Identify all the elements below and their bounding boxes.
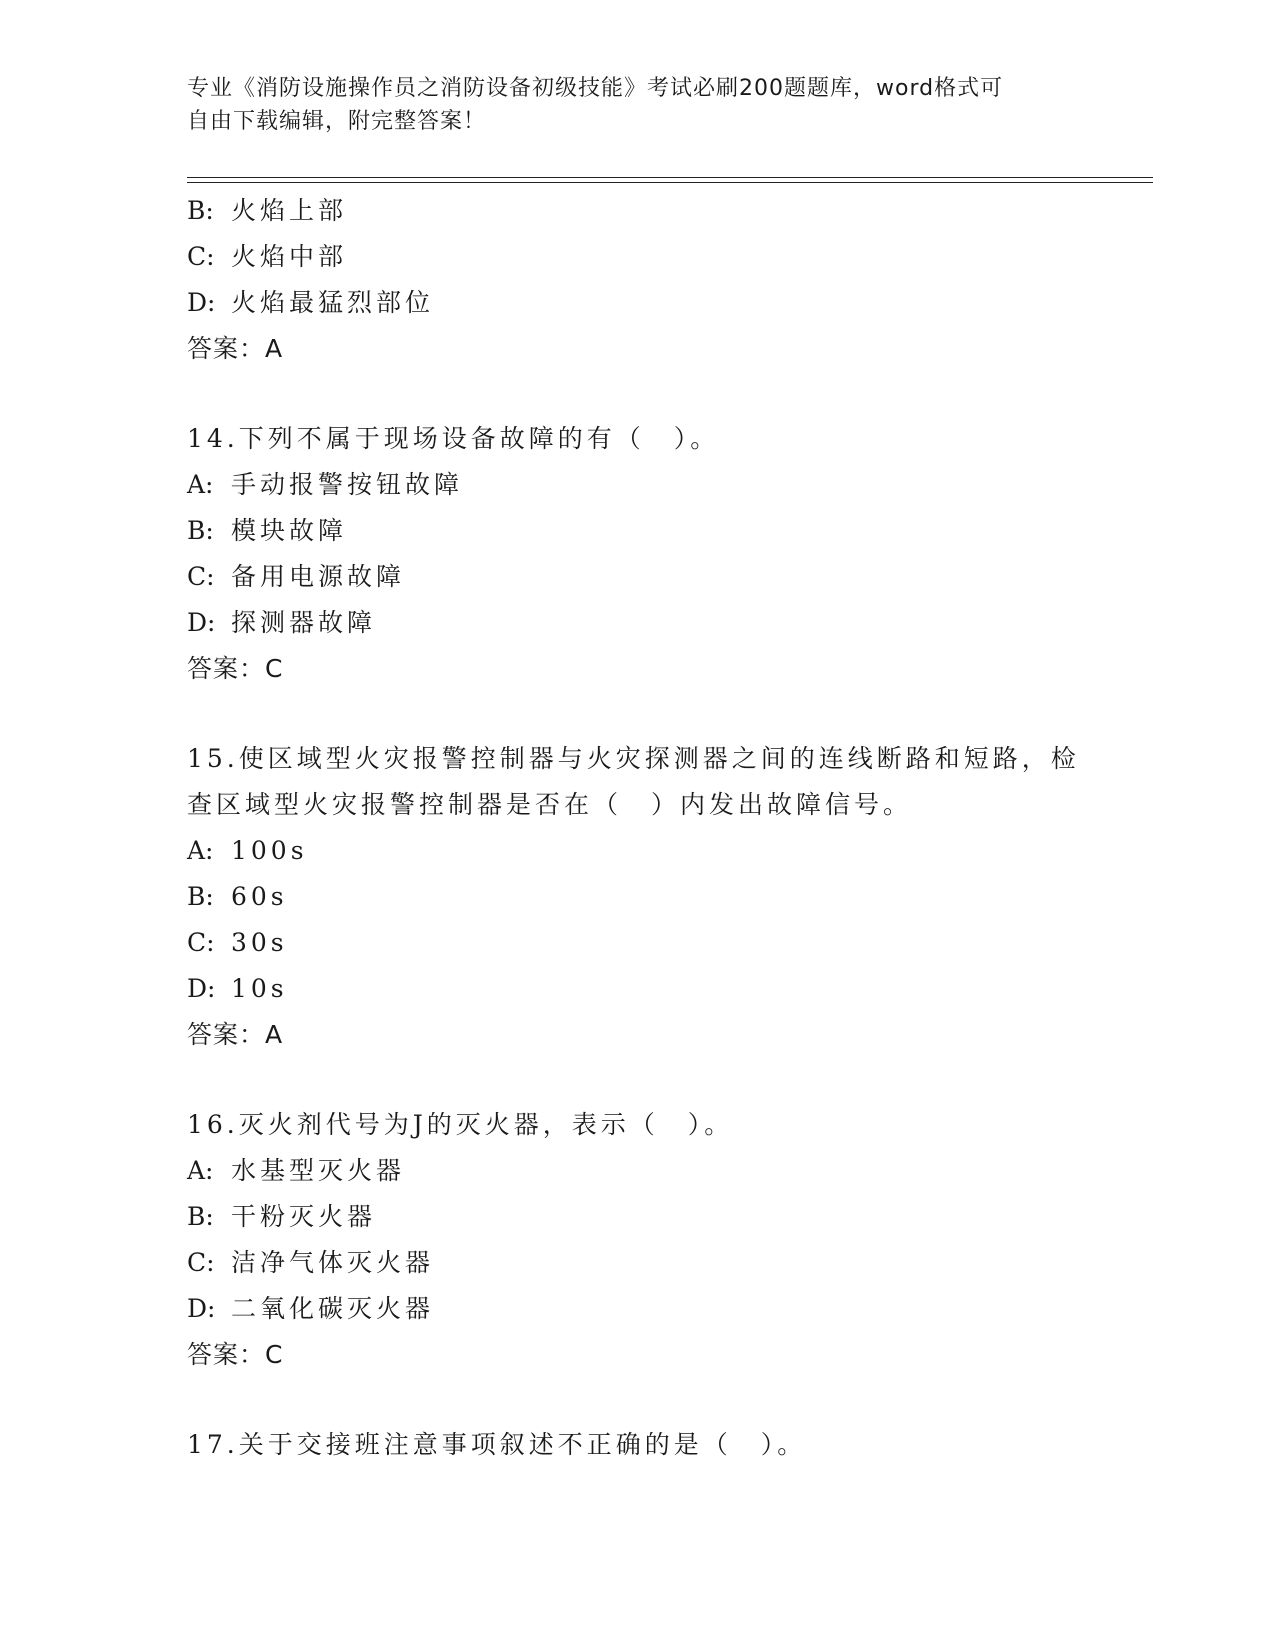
option-b xyxy=(187,874,1087,920)
question-14 xyxy=(187,416,1087,692)
option-b xyxy=(187,188,1087,234)
option-d xyxy=(187,280,1087,326)
option-c xyxy=(187,920,1087,966)
option-text: 模块故障 xyxy=(231,516,348,545)
question-content xyxy=(187,188,1087,1468)
question-stem-line-2: 查区域型火灾报警控制器是否在（ ）内发出故障信号。 xyxy=(187,790,913,819)
option-label: D: xyxy=(187,288,216,317)
option-label: A: xyxy=(187,470,214,499)
header-line-2: 自由下载编辑，附完整答案！ xyxy=(187,109,487,134)
spacer xyxy=(187,692,1087,736)
option-text: 60s xyxy=(231,882,288,911)
spacer xyxy=(187,1378,1087,1422)
option-label: D: xyxy=(187,608,216,637)
answer: 答案：A xyxy=(187,334,284,363)
option-label: A: xyxy=(187,836,214,865)
answer: 答案：A xyxy=(187,1020,284,1049)
question-15 xyxy=(187,736,1087,1058)
option-c xyxy=(187,1240,1087,1286)
option-b xyxy=(187,508,1087,554)
option-text: 干粉灭火器 xyxy=(231,1202,377,1231)
option-c xyxy=(187,554,1087,600)
option-label: B: xyxy=(187,882,214,911)
option-text: 水基型灭火器 xyxy=(231,1156,406,1185)
option-text: 洁净气体灭火器 xyxy=(231,1248,435,1277)
header-line-1: 专业《消防设施操作员之消防设备初级技能》考试必刷200题题库，word格式可 xyxy=(187,76,1004,101)
option-text: 火焰上部 xyxy=(231,196,348,225)
header-divider-bottom xyxy=(187,182,1153,183)
option-text: 二氧化碳灭火器 xyxy=(231,1294,435,1323)
option-label: B: xyxy=(187,1202,214,1231)
question-stem-line-1: 15.使区域型火灾报警控制器与火灾探测器之间的连线断路和短路，检 xyxy=(187,744,1080,773)
option-c xyxy=(187,234,1087,280)
option-text: 探测器故障 xyxy=(231,608,377,637)
option-label: C: xyxy=(187,928,215,957)
option-a xyxy=(187,828,1087,874)
option-label: B: xyxy=(187,196,214,225)
spacer xyxy=(187,372,1087,416)
option-label: C: xyxy=(187,242,215,271)
spacer xyxy=(187,1058,1087,1102)
option-d xyxy=(187,600,1087,646)
option-text: 手动报警按钮故障 xyxy=(231,470,464,499)
question-17 xyxy=(187,1422,1087,1468)
question-stem: 16.灭火剂代号为J的灭火器，表示（ ）。 xyxy=(187,1110,734,1139)
question-stem: 14.下列不属于现场设备故障的有（ ）。 xyxy=(187,424,720,453)
option-text: 100s xyxy=(231,836,308,865)
option-a xyxy=(187,1148,1087,1194)
option-label: B: xyxy=(187,516,214,545)
option-text: 30s xyxy=(231,928,288,957)
question-stem: 17.关于交接班注意事项叙述不正确的是（ ）。 xyxy=(187,1430,807,1459)
option-text: 备用电源故障 xyxy=(231,562,406,591)
option-d xyxy=(187,966,1087,1012)
question-13-continued xyxy=(187,188,1087,372)
document-header xyxy=(187,72,1087,138)
option-label: A: xyxy=(187,1156,214,1185)
answer: 答案：C xyxy=(187,654,284,683)
answer: 答案：C xyxy=(187,1340,284,1369)
option-label: D: xyxy=(187,974,216,1003)
question-16 xyxy=(187,1102,1087,1378)
option-text: 火焰最猛烈部位 xyxy=(231,288,435,317)
option-text: 火焰中部 xyxy=(231,242,348,271)
option-label: C: xyxy=(187,1248,215,1277)
option-a xyxy=(187,462,1087,508)
option-d xyxy=(187,1286,1087,1332)
header-divider-top xyxy=(187,177,1153,178)
option-b xyxy=(187,1194,1087,1240)
option-label: D: xyxy=(187,1294,216,1323)
option-label: C: xyxy=(187,562,215,591)
option-text: 10s xyxy=(231,974,288,1003)
